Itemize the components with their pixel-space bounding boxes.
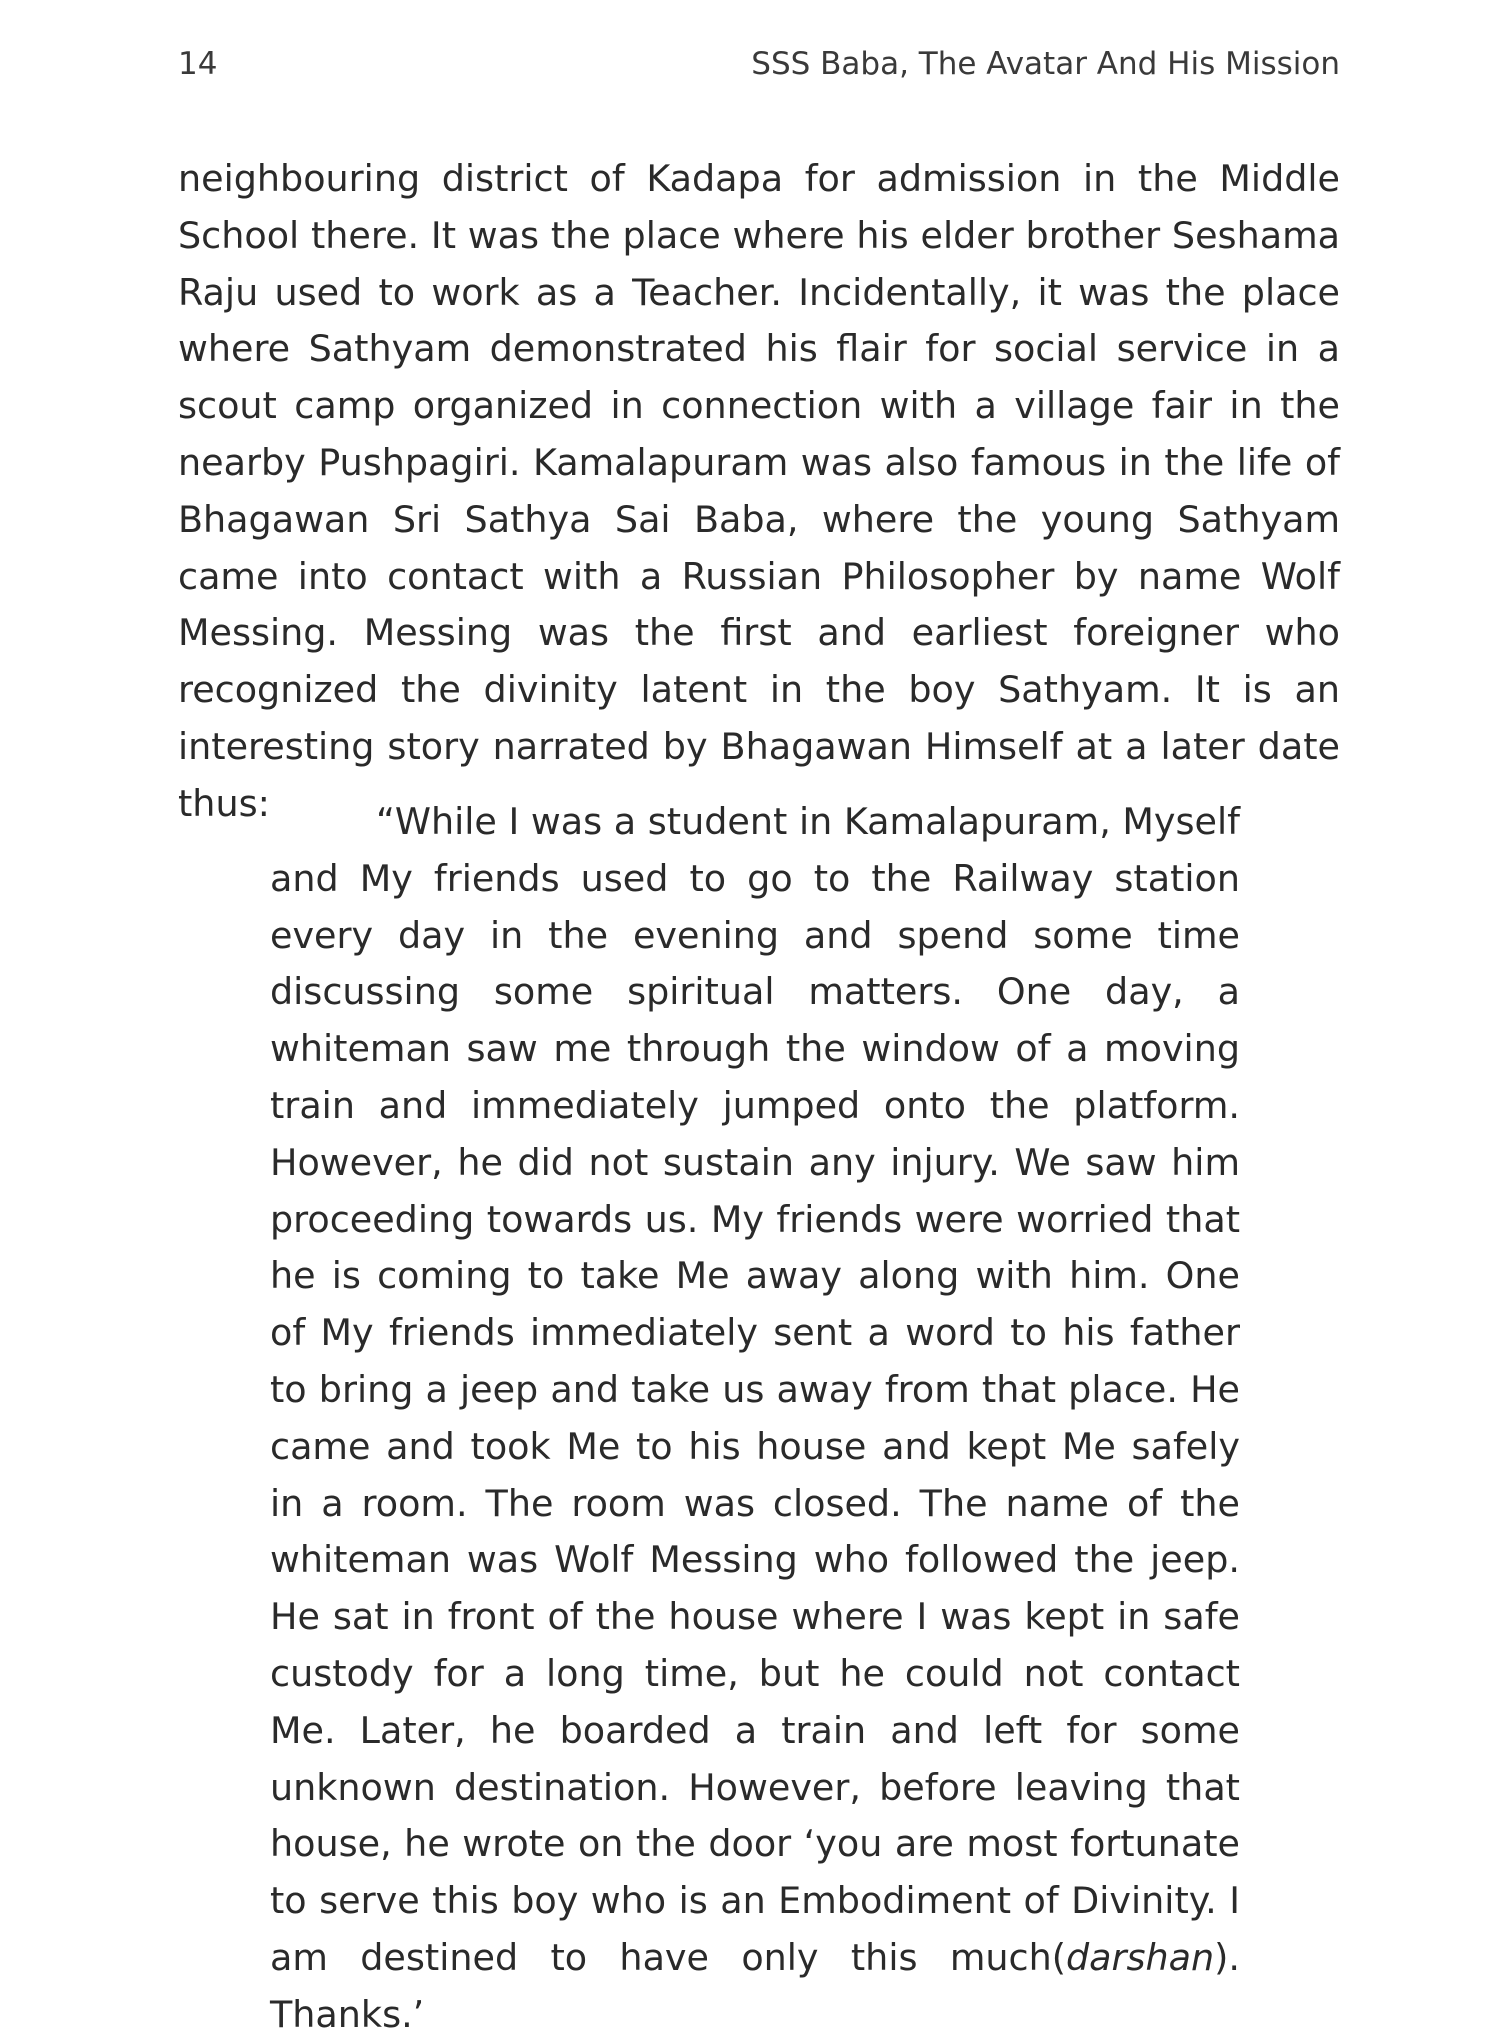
page-number: 14 (178, 46, 218, 82)
block-quote (270, 794, 1240, 2044)
running-title: SSS Baba, The Avatar And His Mission (751, 46, 1340, 82)
quote-text: “While I was a student in Kamalapuram, Myself and My friends used to go to the Railway station every day in the evening and spend some time discussing some spiritual matters. One day, a whiteman saw me through the window of a moving train and immediately jumped onto the platform. However, he did not sustain any injury. We saw him proceeding towards us. My friends were worried that he is coming to take Me away along with him. One of My friends immediately sent a word to his father to bring a jeep and take us away from that place. He came and took Me to his house and kept Me safely in a room. The room was closed. The name of the whiteman was Wolf Messing who followed the jeep. He sat in front of the house where I was kept in safe custody for a long time, but he could not contact Me. Later, he boarded a train and left for some unknown destination. However, before leaving that house, he wrote on the door ‘you are most fortunate to serve this boy who is an Embodiment of Divinity. I am destined to have only this much( (270, 800, 1240, 1979)
page-header (178, 46, 1340, 86)
quote-text-end: ). Thanks.’ (270, 1935, 1240, 2036)
quote-italic-term: darshan (1065, 1935, 1215, 1979)
body-paragraph: neighbouring district of Kadapa for admission in the Middle School there. It was the place where his elder brother Seshama Raju used to work as a Teacher. Incidentally, it was the place where Sathyam demonstrated his flair for social service in a scout camp organized in connection with a village fair in the nearby Pushpagiri. Kamalapuram was also famous in the life of Bhagawan Sri Sathya Sai Baba, where the young Sathyam came into contact with a Russian Philosopher by name Wolf Messing. Messing was the first and earliest foreigner who recognized the divinity latent in the boy Sathyam. It is an interesting story narrated by Bhagawan Himself at a later date thus: (178, 157, 1340, 825)
